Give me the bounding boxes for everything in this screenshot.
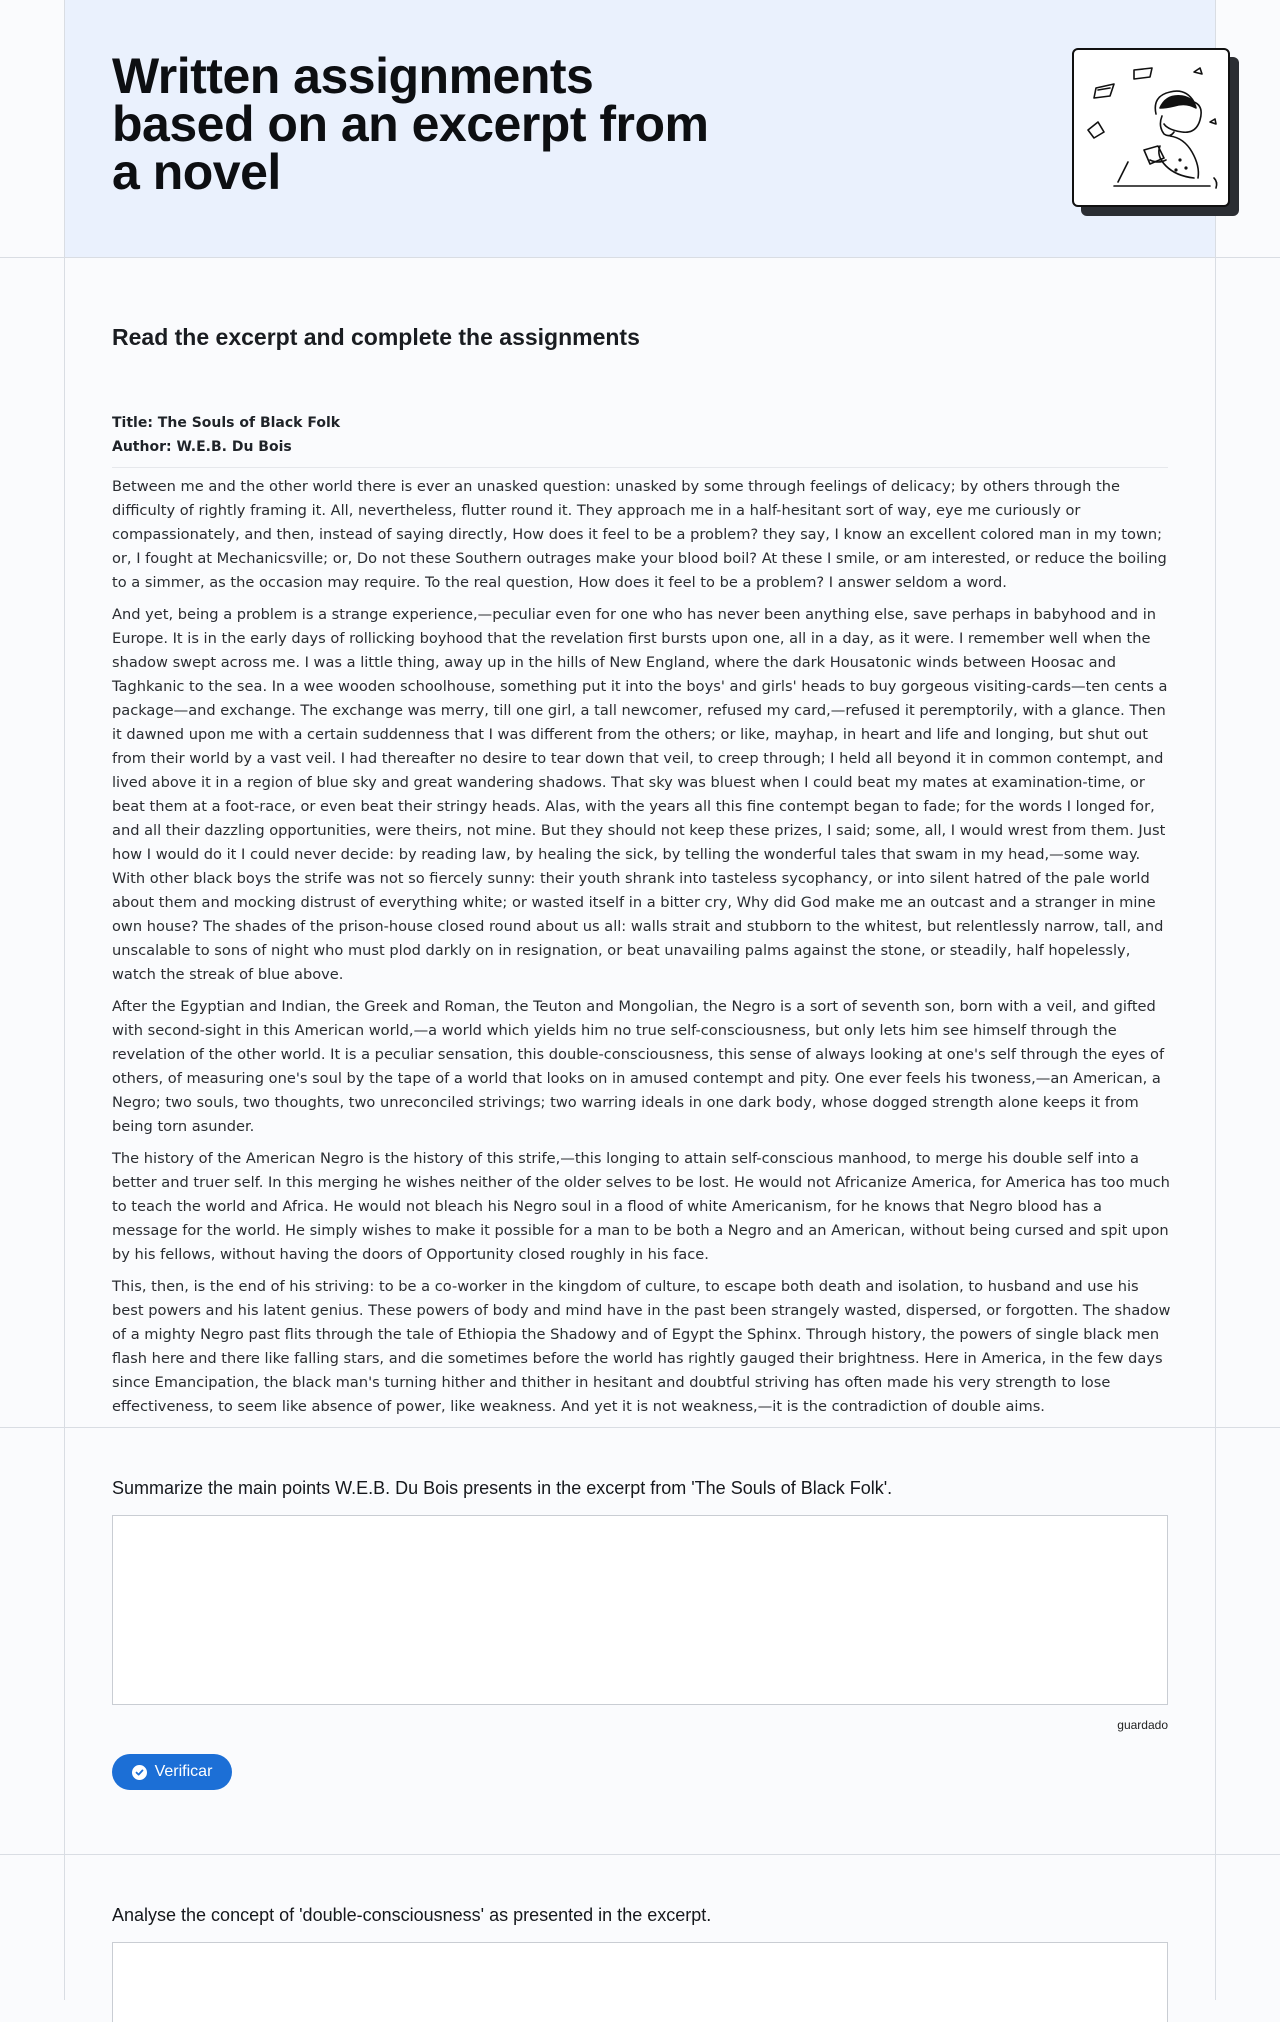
excerpt-paragraph: After the Egyptian and Indian, the Greek and Roman, the Teuton and Mongolian, the Negro is a sort of seventh son, born with a veil, and gifted with second-sight in this American world,—a world which yields him no true self-consciousness, but only lets him see himself through the revelation of the other world. It is a peculiar sensation, this double-consciousness, this sense of always looking at one's self through the eyes of others, of measuring one's soul by the tape of a world that looks on in amused contempt and pity. One ever feels his twoness,—an American, a Negro; two souls, two thoughts, two unreconciled strivings; two warring ideals in one dark body, whose dogged strength alone keeps it from being torn asunder. bbox=[112, 998, 1165, 1135]
hero-illustration bbox=[1072, 48, 1230, 207]
meta-divider bbox=[112, 467, 1168, 468]
assignment-2 bbox=[0, 1854, 1280, 2000]
reading-heading: Read the excerpt and complete the assignments bbox=[112, 324, 640, 350]
excerpt-paragraph: And yet, being a problem is a strange experience,—peculiar even for one who has never been anything else, save perhaps in babyhood and in Europe. It is in the early days of rollicking boyhood that the revelation first bursts upon one, all in a day, as it were. I remember well when the shadow swept across me. I was a little thing, away up in the hills of New England, where the dark Housatonic winds between Hoosac and Taghkanic to the sea. In a wee wooden schoolhouse, something put it into the boys' and girls' heads to buy gorgeous visiting-cards—ten cents a package—and exchange. The exchange was merry, till one girl, a tall newcomer, refused my card,—refused it peremptorily, with a glance. Then it dawned upon me with a certain suddenness that I was different from the others; or like, mayhap, in heart and life and longing, but shut out from their world by a vast veil. I had thereafter no desire to tear down that veil, to creep through; I held all beyond it in common contempt, and lived above it in a region of blue sky and great wandering shadows. That sky was bluest when I could beat my mates at examination-time, or beat them at a foot-race, or even beat their stringy heads. Alas, with the years all this fine contempt began to fade; for the words I longed for, and all their dazzling opportunities, were theirs, not mine. But they should not keep these prizes, I said; some, all, I would wrest from them. Just how I would do it I could never decide: by reading law, by healing the sick, by telling the wonderful tales that swam in my head,—some way. With other black boys the strife was not so fiercely sunny: their youth shrank into tasteless sycophancy, or into silent hatred of the pale world about them and mocking distrust of everything white; or wasted itself in a bitter cry, Why did God make me an outcast and a stranger in mine own house? The shades of the prison-house closed round about us all: walls strait and stubborn to the whitest, but relentlessly narrow, tall, and unscalable to sons of night who must plod darkly on in resignation, or beat unavailing palms against the stone, or steadily, half hopelessly, watch the streak of blue above. bbox=[112, 606, 1168, 983]
excerpt-paragraph: Between me and the other world there is ever an unasked question: unasked by some through feelings of delicacy; by others through the difficulty of rightly framing it. All, nevertheless, flutter round it. They approach me in a half-hesitant sort of way, eye me curiously or compassionately, and then, instead of saying directly, How does it feel to be a problem? they say, I know an excellent colored man in my town; or, I fought at Mechanicsville; or, Do not these Southern outrages make your blood boil? At these I smile, or am interested, or reduce the boiling to a simmer, as the occasion may require. To the real question, How does it feel to be a problem? I answer seldom a word. bbox=[112, 478, 1167, 591]
verify-button[interactable] bbox=[112, 1754, 232, 1790]
assignment-question: Analyse the concept of 'double-consciousness' as presented in the excerpt. bbox=[112, 1905, 712, 1925]
excerpt-paragraph: This, then, is the end of his striving: to be a co-worker in the kingdom of culture, to escape both death and isolation, to husband and use his best powers and his latent genius. These powers of body and mind have in the past been strangely wasted, dispersed, or forgotten. The shadow of a mighty Negro past flits through the tale of Ethiopia the Shadowy and of Egypt the Sphinx. Through history, the powers of single black men flash here and there like falling stars, and die sometimes before the world has rightly gauged their brightness. Here in America, in the few days since Emancipation, the black man's turning hither and thither in hesitant and doubtful striving has often made his very strength to lose effectiveness, to seem like absence of power, like weakness. And yet it is not weakness,—it is the contradiction of double aims. bbox=[112, 1278, 1171, 1415]
verify-button-label: Verificar bbox=[154, 1763, 213, 1780]
hero-inner bbox=[65, 0, 1215, 257]
book-author: Author: W.E.B. Du Bois bbox=[112, 439, 292, 455]
page-title: Written assignments based on an excerpt from a novel bbox=[112, 48, 709, 200]
reading-section bbox=[0, 257, 1280, 1428]
excerpt-text bbox=[112, 475, 1172, 1427]
assignment-question: Summarize the main points W.E.B. Du Bois presents in the excerpt from 'The Souls of Black Folk'. bbox=[112, 1478, 893, 1498]
save-status: guardado bbox=[1117, 1718, 1168, 1732]
reading-person-icon bbox=[1074, 50, 1228, 205]
assignment-1 bbox=[0, 1427, 1280, 1855]
check-circle-icon bbox=[132, 1765, 147, 1780]
answer-textarea[interactable] bbox=[112, 1515, 1168, 1705]
book-meta bbox=[112, 411, 340, 459]
excerpt-paragraph: The history of the American Negro is the history of this strife,—this longing to attain self-conscious manhood, to merge his double self into a better and truer self. In this merging he wishes neither of the older selves to be lost. He would not Africanize America, for America has too much to teach the world and Africa. He would not bleach his Negro soul in a flood of white Americanism, for he knows that Negro blood has a message for the world. He simply wishes to make it possible for a man to be both a Negro and an American, without being cursed and spit upon by his fellows, without having the doors of Opportunity closed roughly in his face. bbox=[112, 1150, 1170, 1263]
book-title: Title: The Souls of Black Folk bbox=[112, 415, 341, 431]
answer-textarea[interactable] bbox=[112, 1942, 1168, 2022]
hero-banner bbox=[0, 0, 1280, 258]
